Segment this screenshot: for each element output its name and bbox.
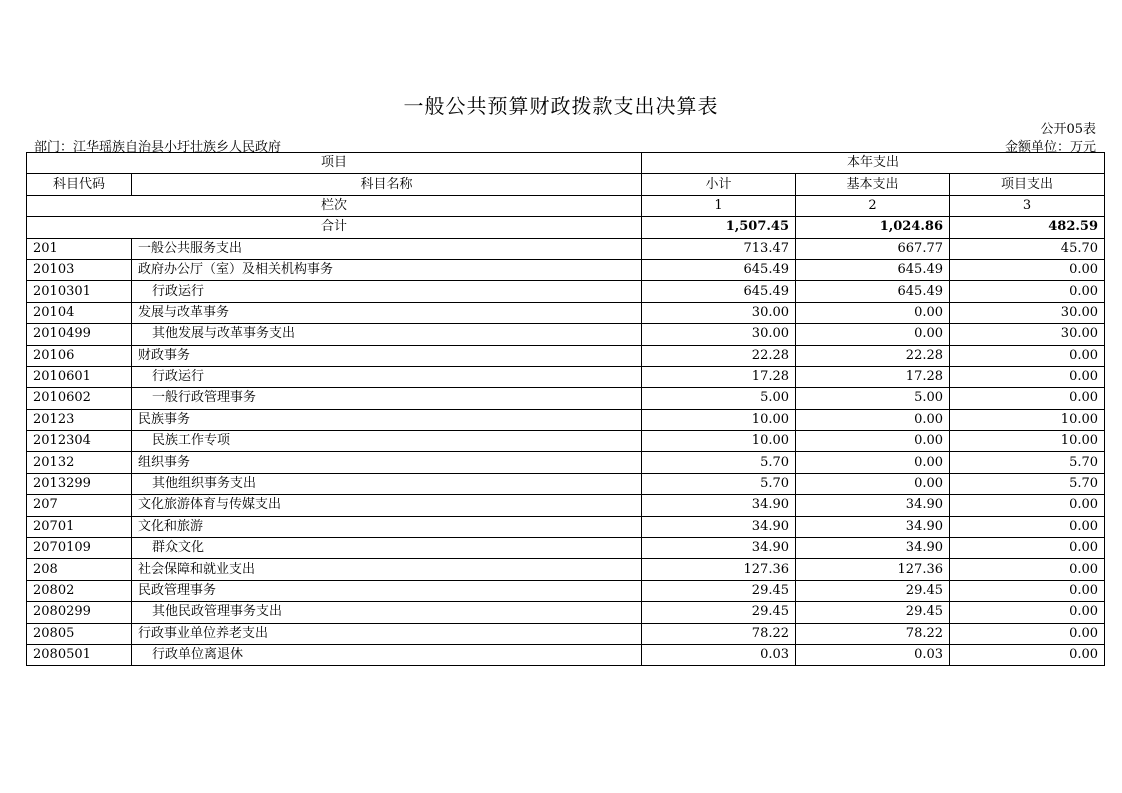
row-code: 208 xyxy=(27,559,132,580)
row-subtotal: 30.00 xyxy=(642,302,796,323)
table-row xyxy=(27,324,1105,345)
row-subtotal: 645.49 xyxy=(642,281,796,302)
row-basic: 0.00 xyxy=(796,302,950,323)
row-project: 0.00 xyxy=(950,259,1105,280)
expenditure-table xyxy=(26,152,1105,666)
table-row xyxy=(27,473,1105,494)
row-name: 群众文化 xyxy=(132,538,642,559)
table-row xyxy=(27,366,1105,387)
row-basic: 0.03 xyxy=(796,644,950,665)
row-project: 10.00 xyxy=(950,431,1105,452)
row-code: 20132 xyxy=(27,452,132,473)
row-subtotal: 34.90 xyxy=(642,516,796,537)
table-row xyxy=(27,259,1105,280)
row-project: 10.00 xyxy=(950,409,1105,430)
table-row xyxy=(27,281,1105,302)
row-code: 20106 xyxy=(27,345,132,366)
row-subtotal: 78.22 xyxy=(642,623,796,644)
amount-unit-label: 金额单位：万元 xyxy=(1004,140,1096,155)
row-project: 0.00 xyxy=(950,281,1105,302)
column-index-row xyxy=(27,195,1105,216)
header-row-2 xyxy=(27,174,1105,195)
table-row xyxy=(27,580,1105,601)
row-subtotal: 0.03 xyxy=(642,644,796,665)
table-row xyxy=(27,409,1105,430)
row-subtotal: 22.28 xyxy=(642,345,796,366)
header-row-1 xyxy=(27,153,1105,174)
row-code: 2010499 xyxy=(27,324,132,345)
column-index-3: 3 xyxy=(950,195,1105,216)
row-subtotal: 127.36 xyxy=(642,559,796,580)
table-row xyxy=(27,495,1105,516)
row-project: 0.00 xyxy=(950,538,1105,559)
row-basic: 29.45 xyxy=(796,602,950,623)
row-basic: 29.45 xyxy=(796,580,950,601)
row-name: 其他发展与改革事务支出 xyxy=(132,324,642,345)
total-project: 482.59 xyxy=(950,217,1105,238)
table-row xyxy=(27,388,1105,409)
row-project: 30.00 xyxy=(950,324,1105,345)
header-name: 科目名称 xyxy=(132,174,642,195)
header-subtotal: 小计 xyxy=(642,174,796,195)
row-name: 一般行政管理事务 xyxy=(132,388,642,409)
header-code: 科目代码 xyxy=(27,174,132,195)
row-basic: 667.77 xyxy=(796,238,950,259)
row-name: 行政单位离退休 xyxy=(132,644,642,665)
table-body xyxy=(27,153,1105,666)
row-basic: 0.00 xyxy=(796,473,950,494)
row-project: 5.70 xyxy=(950,473,1105,494)
row-project: 45.70 xyxy=(950,238,1105,259)
row-code: 2013299 xyxy=(27,473,132,494)
row-subtotal: 34.90 xyxy=(642,538,796,559)
row-name: 行政运行 xyxy=(132,366,642,387)
table-row xyxy=(27,431,1105,452)
row-subtotal: 30.00 xyxy=(642,324,796,345)
table-row xyxy=(27,452,1105,473)
row-code: 2010301 xyxy=(27,281,132,302)
row-project: 0.00 xyxy=(950,345,1105,366)
row-project: 0.00 xyxy=(950,366,1105,387)
row-basic: 34.90 xyxy=(796,516,950,537)
row-code: 2080501 xyxy=(27,644,132,665)
row-basic: 0.00 xyxy=(796,452,950,473)
row-code: 2070109 xyxy=(27,538,132,559)
row-code: 20701 xyxy=(27,516,132,537)
table-row xyxy=(27,644,1105,665)
row-project: 0.00 xyxy=(950,623,1105,644)
row-subtotal: 5.70 xyxy=(642,473,796,494)
row-name: 财政事务 xyxy=(132,345,642,366)
row-name: 其他民政管理事务支出 xyxy=(132,602,642,623)
total-basic: 1,024.86 xyxy=(796,217,950,238)
row-basic: 34.90 xyxy=(796,538,950,559)
row-project: 0.00 xyxy=(950,580,1105,601)
row-subtotal: 29.45 xyxy=(642,602,796,623)
row-basic: 5.00 xyxy=(796,388,950,409)
row-project: 0.00 xyxy=(950,388,1105,409)
row-basic: 34.90 xyxy=(796,495,950,516)
row-basic: 645.49 xyxy=(796,281,950,302)
row-project: 0.00 xyxy=(950,602,1105,623)
row-name: 政府办公厅（室）及相关机构事务 xyxy=(132,259,642,280)
total-row xyxy=(27,217,1105,238)
row-code: 20103 xyxy=(27,259,132,280)
column-index-1: 1 xyxy=(642,195,796,216)
row-subtotal: 17.28 xyxy=(642,366,796,387)
row-basic: 0.00 xyxy=(796,431,950,452)
table-row xyxy=(27,559,1105,580)
header-current-year: 本年支出 xyxy=(642,153,1105,174)
table-row xyxy=(27,516,1105,537)
header-basic: 基本支出 xyxy=(796,174,950,195)
row-project: 0.00 xyxy=(950,495,1105,516)
row-project: 0.00 xyxy=(950,559,1105,580)
row-subtotal: 10.00 xyxy=(642,431,796,452)
row-project: 30.00 xyxy=(950,302,1105,323)
table-row xyxy=(27,602,1105,623)
row-name: 文化和旅游 xyxy=(132,516,642,537)
row-basic: 645.49 xyxy=(796,259,950,280)
column-index-2: 2 xyxy=(796,195,950,216)
row-name: 文化旅游体育与传媒支出 xyxy=(132,495,642,516)
row-basic: 17.28 xyxy=(796,366,950,387)
table-row xyxy=(27,345,1105,366)
row-code: 207 xyxy=(27,495,132,516)
row-name: 民政管理事务 xyxy=(132,580,642,601)
column-index-label: 栏次 xyxy=(27,195,642,216)
page-title: 一般公共预算财政拨款支出决算表 xyxy=(403,94,719,118)
row-code: 20123 xyxy=(27,409,132,430)
row-name: 民族事务 xyxy=(132,409,642,430)
row-code: 2010602 xyxy=(27,388,132,409)
row-code: 20104 xyxy=(27,302,132,323)
row-name: 行政运行 xyxy=(132,281,642,302)
row-name: 社会保障和就业支出 xyxy=(132,559,642,580)
total-subtotal: 1,507.45 xyxy=(642,217,796,238)
row-subtotal: 10.00 xyxy=(642,409,796,430)
row-subtotal: 5.00 xyxy=(642,388,796,409)
row-code: 20802 xyxy=(27,580,132,601)
row-name: 民族工作专项 xyxy=(132,431,642,452)
row-subtotal: 29.45 xyxy=(642,580,796,601)
total-label: 合计 xyxy=(27,217,642,238)
row-basic: 127.36 xyxy=(796,559,950,580)
row-code: 2080299 xyxy=(27,602,132,623)
row-code: 20805 xyxy=(27,623,132,644)
row-code: 201 xyxy=(27,238,132,259)
form-number: 公开05表 xyxy=(1040,122,1096,137)
table-row xyxy=(27,623,1105,644)
row-name: 发展与改革事务 xyxy=(132,302,642,323)
department-label: 部门：江华瑶族自治县小圩壮族乡人民政府 xyxy=(34,140,282,155)
row-code: 2010601 xyxy=(27,366,132,387)
header-project-exp: 项目支出 xyxy=(950,174,1105,195)
row-code: 2012304 xyxy=(27,431,132,452)
row-basic: 0.00 xyxy=(796,409,950,430)
table-row xyxy=(27,538,1105,559)
header-project: 项目 xyxy=(27,153,642,174)
row-name: 其他组织事务支出 xyxy=(132,473,642,494)
row-project: 0.00 xyxy=(950,516,1105,537)
row-subtotal: 713.47 xyxy=(642,238,796,259)
table-row xyxy=(27,302,1105,323)
row-basic: 22.28 xyxy=(796,345,950,366)
row-name: 一般公共服务支出 xyxy=(132,238,642,259)
row-subtotal: 34.90 xyxy=(642,495,796,516)
row-basic: 78.22 xyxy=(796,623,950,644)
table-row xyxy=(27,238,1105,259)
row-subtotal: 5.70 xyxy=(642,452,796,473)
row-name: 行政事业单位养老支出 xyxy=(132,623,642,644)
row-subtotal: 645.49 xyxy=(642,259,796,280)
row-project: 5.70 xyxy=(950,452,1105,473)
row-basic: 0.00 xyxy=(796,324,950,345)
row-name: 组织事务 xyxy=(132,452,642,473)
row-project: 0.00 xyxy=(950,644,1105,665)
